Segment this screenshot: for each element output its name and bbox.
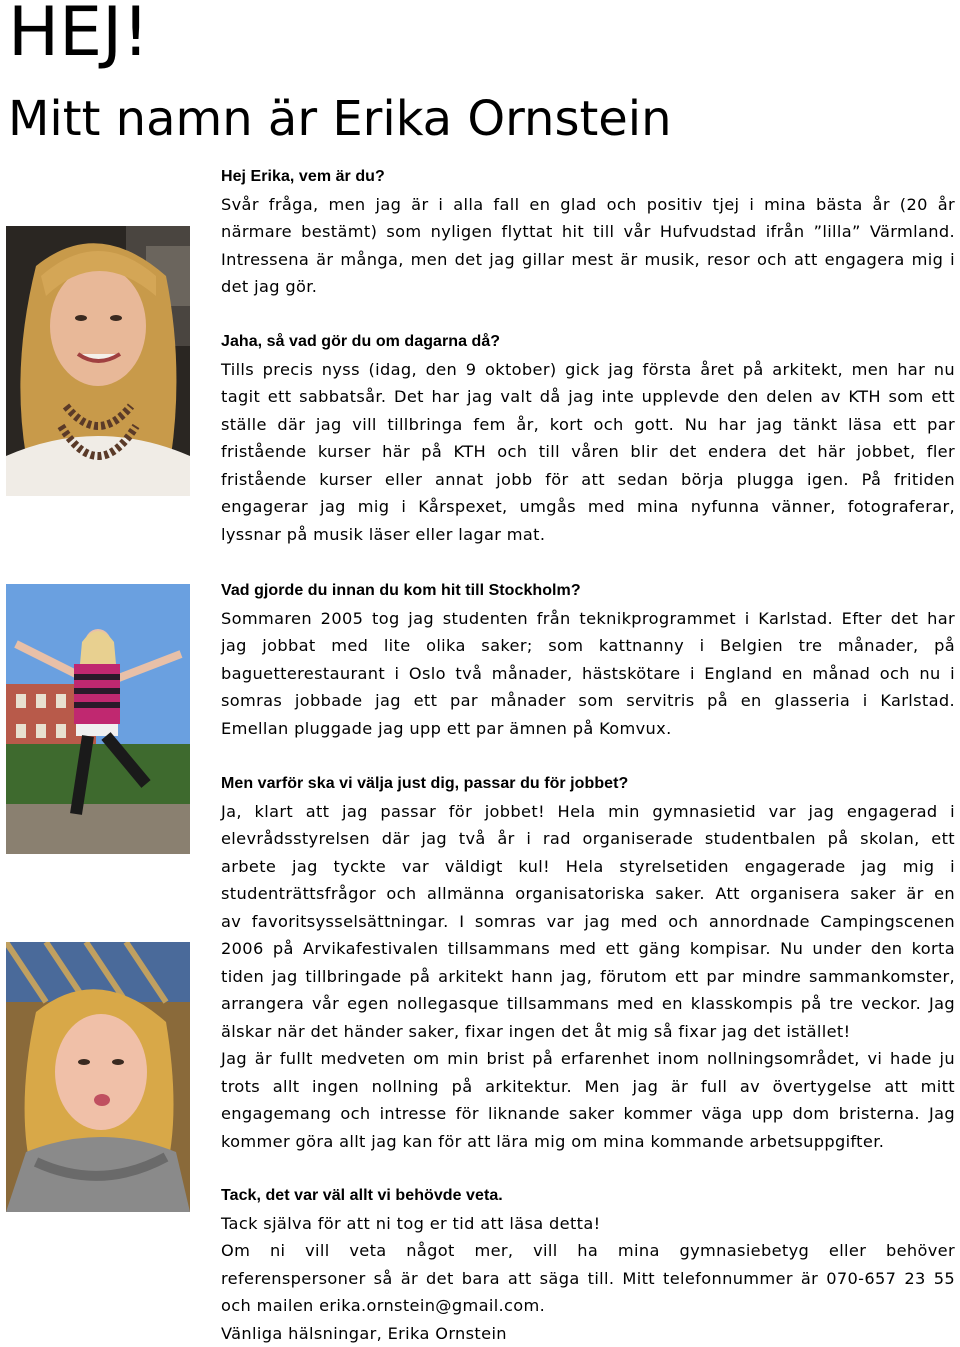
answer-line: tagit ett sabbatsår. Det har jag valt då jag inte upplevde den delen av KTH som ett [221,383,955,411]
answer-line: elevrådsstyrelsen där jag två år i rad organiserade studentbalen på skolan, ett [221,825,955,853]
photo-portrait-smiling [6,226,190,496]
answer-line: engagemang och intresse för liknande saker kommer väga upp dom bristerna. Jag [221,1100,955,1128]
answer-text [221,356,955,549]
answer-line: studenträttsfrågor och allmänna organisatoriska saker. Att organisera saker är en [221,880,955,908]
answer-line: arrangera vår egen nollegasque tillsammans med en klasskompis på tre veckor. Jag [221,990,955,1018]
answer-text [221,605,955,743]
answer-line: närmare bestämt) som nyligen flyttat hit till vår Hufvudstad ifrån ”lilla” Värmland. [221,218,955,246]
answer-line: engagerar jag mig i Kårspexet, umgås med mina nyfunna vänner, fotograferar, [221,493,955,521]
qa-section-thanks [221,1182,955,1347]
answer-line: trots allt ingen nollning på arkitektur. Men jag är full av övertygelse att mitt [221,1073,955,1101]
answer-line: arbete jag tyckte var väldigt kul! Hela styrelsetiden engagerade jag mig i [221,853,955,881]
answer-line: lyssnar på musik läser eller lagar mat. [221,521,955,549]
qa-section-days [221,328,955,548]
answer-line: somras jobbade jag ett par månader som servitris på en glasseria i Karlstad. [221,687,955,715]
answer-line: Tack själva för att ni tog er tid att läsa detta! [221,1210,955,1238]
answer-line: kommer göra allt jag kan för att lära mig om mina kommande arbetsuppgifter. [221,1128,955,1156]
qa-section-why [221,770,955,1155]
qa-section-who [221,163,955,301]
question-heading: Hej Erika, vem är du? [221,163,955,191]
answer-line: ställe där jag vill tillbringa fem år, kort och gott. Nu har jag tänkt läsa ett par [221,411,955,439]
answer-line: Svår fråga, men jag är i alla fall en glad och positiv tjej i mina bästa år (20 år [221,191,955,219]
question-heading: Jaha, så vad gör du om dagarna då? [221,328,955,356]
answer-line: och mailen erika.ornstein@gmail.com. [221,1292,955,1320]
answer-line: fristående kurser eller annat jobb för att sedan börja plugga igen. På fritiden [221,466,955,494]
answer-line: Om ni vill veta något mer, vill ha mina gymnasiebetyg eller behöver [221,1237,955,1265]
answer-line: Tills precis nyss (idag, den 9 oktober) gick jag första året på arkitekt, men har nu [221,356,955,384]
question-heading: Vad gjorde du innan du kom hit till Stockholm? [221,577,955,605]
answer-line: Emellan pluggade jag upp ett par ämnen på Komvux. [221,715,955,743]
answer-line: av favoritsysselsättningar. I somras var jag med och annordnade Campingscenen [221,908,955,936]
answer-line: tiden jag tillbringade på arkitekt hann jag, förutom ett par mindre sammankomster, [221,963,955,991]
answer-line: Intressena är många, men det jag gillar mest är musik, resor och att engagera mig i [221,246,955,274]
photo-jumping-outdoors [6,584,190,854]
answer-line: 2006 på Arvikafestivalen tillsammans med ett gäng kompisar. Nu under den korta [221,935,955,963]
answer-line: baguetterestaurant i Oslo två månader, hästskötare i England en månad och nu i [221,660,955,688]
answer-text [221,798,955,1156]
page-title-greeting: HEJ! [8,0,149,74]
signature-line: Vänliga hälsningar, Erika Ornstein [221,1320,955,1347]
answer-line: Jag är fullt medveten om min brist på erfarenhet inom nollningsområdet, vi hade ju [221,1045,955,1073]
page-title-name: Mitt namn är Erika Ornstein [8,88,672,150]
answer-text [221,191,955,301]
answer-line: jag jobbat med lite olika saker; som kattnanny i Belgien tre månader, på [221,632,955,660]
answer-line: älskar när det händer saker, fixar ingen det åt mig så fixar jag det istället! [221,1018,955,1046]
answer-line: referenspersoner så är det bara att säga till. Mitt telefonnummer är 070-657 23 55 [221,1265,955,1293]
answer-text [221,1210,955,1347]
qa-section-before [221,577,955,742]
question-heading: Tack, det var väl allt vi behövde veta. [221,1182,955,1210]
answer-line: det jag gör. [221,273,955,301]
answer-line: fristående kurser här på KTH och till våren blir det endera det här jobbet, fler [221,438,955,466]
answer-line: Sommaren 2005 tog jag studenten från teknikprogrammet i Karlstad. Efter det har [221,605,955,633]
question-heading: Men varför ska vi välja just dig, passar du för jobbet? [221,770,955,798]
answer-line: Ja, klart att jag passar för jobbet! Hela min gymnasietid var jag engagerad i [221,798,955,826]
photo-portrait-pouting [6,942,190,1212]
